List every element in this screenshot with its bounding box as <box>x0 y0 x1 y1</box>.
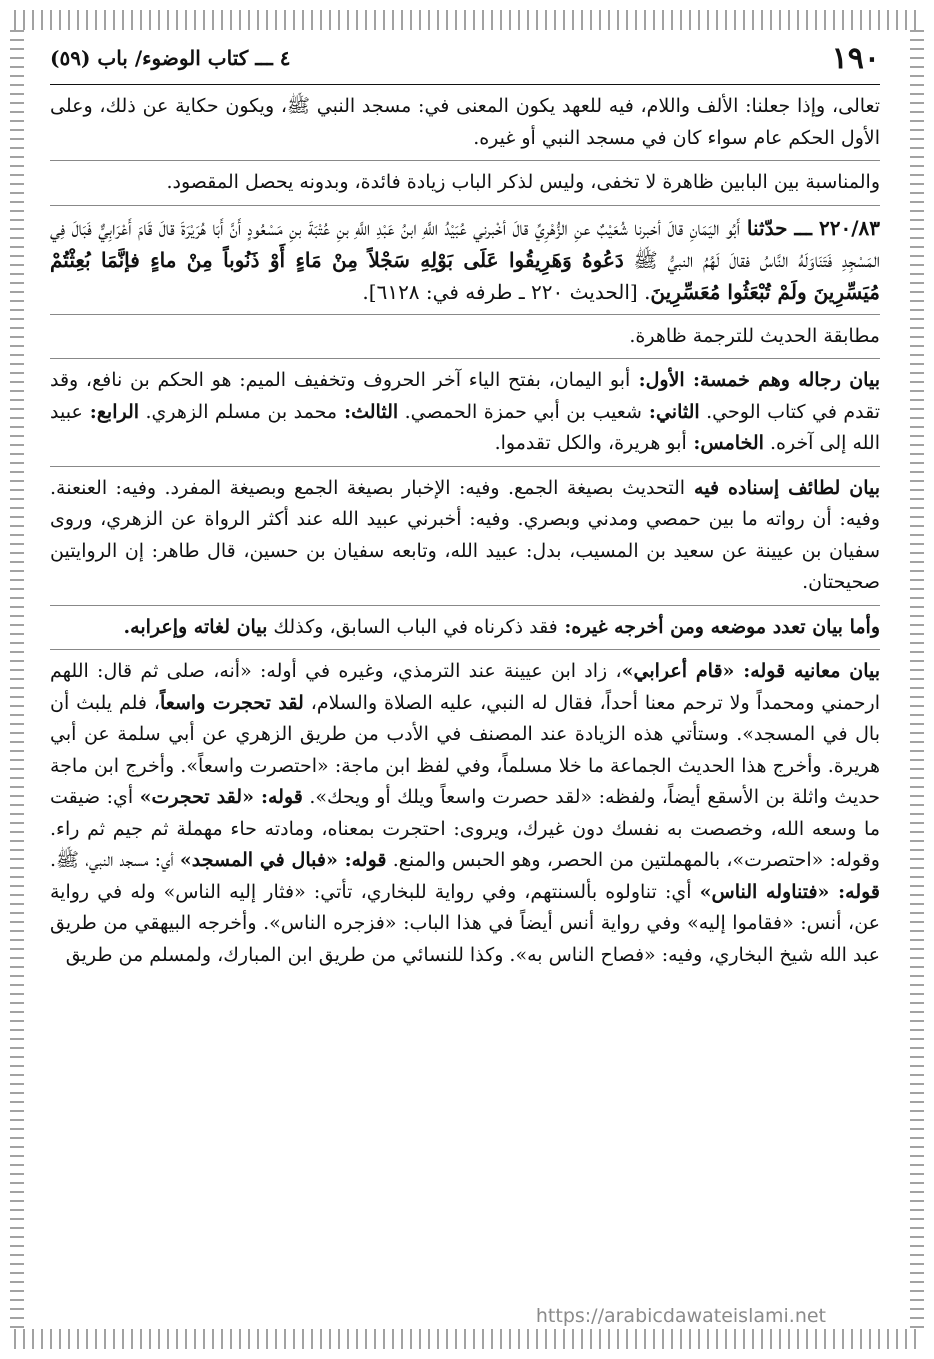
text-run: أَبُو اليَمَانِ قالَ أخبرنا شُعَيْبٌ عنِ الزُّهْرِيِّ قالَ أخْبرني عُبَيْدُ اللَّهِ ابنُ عَبْدِ اللَّهِ بنِ عُتْبَةَ بنِ مَسْعُودٍ أَنَّ أَبَا هُرَيْرَةَ قالَ قَامَ أَعْرَابِيٌّ فَبَالَ فِي المَسْجِدِ فَتَنَاوَلَهُ النَّاسُ فقالَ لَهُمُ النبيُّ ﷺ <box>50 215 881 272</box>
paragraph-p5 <box>50 359 880 467</box>
bold-text-run: بيان لطائف إسناده فيه <box>685 476 881 499</box>
paragraph-p1 <box>50 85 880 161</box>
bold-text-run: بيان لغاته وإعرابه. <box>123 615 268 638</box>
bold-text-run: الثالث: <box>337 400 399 423</box>
text-run: فقد ذكرناه في الباب السابق، وكذلك <box>267 615 558 638</box>
paragraph-p6 <box>50 467 880 606</box>
bold-text-run: لقد تحجرت واسعاً <box>160 691 304 714</box>
text-run: التحديث بصيغة الجمع. وفيه: الإخبار بصيغة الجمع وبصيغة المفرد. وفيه: العنعنة. وفيه: أن رواته ما بين حمصي ومدني وبصري. وفيه: أخبرني عبيد الله عند أكثر الرواة عن الزهري، وروى سفيان بن عيينة عن سعيد بن المسيب، بدل: عبيد الله، وتابعه سفيان بن حسين، قال طاهر: إن الروايتين صحيحتان. <box>50 476 880 593</box>
paragraph-p2 <box>50 161 880 206</box>
bold-text-run: الثاني: <box>641 400 700 423</box>
bold-text-run: قوله: «فبال في المسجد» <box>179 849 387 871</box>
text-run: محمد بن مسلم الزهري. <box>139 400 338 423</box>
bold-text-run: قوله: «فتناوله الناس» <box>699 880 881 903</box>
ornamental-border-bottom <box>14 1329 920 1349</box>
page-header <box>50 38 880 85</box>
watermark-url: https://arabicdawateislami.net <box>535 1305 826 1327</box>
running-head: ٤ ـــ كتاب الوضوء/ باب (٥٩) <box>50 46 291 70</box>
text-run: ، فلم يلبث أن بال في المسجد». وستأتي هذه الزيادة عند المصنف في الأدب من طريق الزهري عن أبي سلمة عن أبي هريرة. وأخرج هذا الحديث الجماعة ما خلا مسلماً، وفي لفظ ابن ماجة: «احتصرت واسعاً». وأخرج ابن ماجة حديث واثلة بن الأسقع أيضاً، ولفظه: «لقد حصرت واسعاً ويلك أو ويحك». <box>50 691 881 808</box>
ornamental-border-left <box>10 30 24 1329</box>
bold-text-run: ٢٢٠/٨٣ ـــ حدّثنا <box>739 215 880 240</box>
text-run: أي: تناولوه بألسنتهم، وفي رواية للبخاري، تأتي: «فثار إليه الناس» وله في رواية عن، أنس: «فقاموا إليه» وفي رواية أنس أيضاً في هذا الباب: «فزجره الناس». وأخرجه البيهقي من طريق عبد الله شيخ البخاري، وفيه: «فصاح الناس به». وكذا للنسائي من طريق ابن المبارك، ولمسلم من طريق <box>50 880 880 966</box>
body-text <box>50 85 880 977</box>
text-run: أبو اليمان، بفتح الياء آخر الحروف وتخفيف الميم: هو الحكم بن نافع، وقد تقدم في كتاب الوحي. <box>50 369 881 423</box>
paragraph-p3 <box>50 206 880 315</box>
bold-text-run: الأول: <box>630 369 685 391</box>
paragraph-p8 <box>50 650 880 977</box>
text-run: ، زاد ابن عيينة عند الترمذي، وغيره في أوله: «أنه، صلى ثم قال: اللهم ارحمني ومحمداً ولا ترحم معنا أحداً، فقال له النبي، عليه الصلاة والسلام، <box>50 660 881 714</box>
bold-text-run: الرابع: <box>82 400 140 423</box>
text-run: أبو هريرة، والكل تقدموا. <box>494 432 687 454</box>
text-run: . [الحديث ٢٢٠ ـ طرفه في: ٦١٢٨]. <box>362 279 651 304</box>
bold-text-run: قوله: «لقد تحجرت» <box>139 786 303 808</box>
paragraph-p4 <box>50 315 880 360</box>
text-run: أي: مسجد النبي، ﷺ. <box>50 849 180 871</box>
paragraph-p7 <box>50 606 880 651</box>
book-page <box>50 38 880 1308</box>
text-run: والمناسبة بين البابين ظاهرة لا تخفى، وليس لذكر الباب زيادة فائدة، وبدونه يحصل المقصود. <box>166 171 880 193</box>
bold-text-run: وأما بيان تعدد موضعه ومن أخرجه غيره: <box>557 615 880 638</box>
bold-text-run: بيان معانيه قوله: «قام أعرابي» <box>621 660 881 682</box>
bold-text-run: بيان رجاله وهم خمسة: <box>684 369 880 391</box>
bold-text-run: الخامس: <box>686 432 764 454</box>
ornamental-border-right <box>910 30 924 1329</box>
text-run: مطابقة الحديث للترجمة ظاهرة. <box>629 324 880 347</box>
text-run: تعالى، وإذا جعلنا: الألف واللام، فيه للعهد يكون المعنى في: مسجد النبي ﷺ، ويكون حكاية عن ذلك، وعلى الأول الحكم عام سواء كان في مسجد النبي أو غيره. <box>50 95 880 149</box>
ornamental-border-top <box>14 10 920 30</box>
bold-text-run: دَعُوهُ وَهَرِيقُوا عَلَى بَوْلِهِ سَجْلاً مِنْ مَاءٍ أَوْ ذَنُوباً مِنْ ماءٍ فإنَّمَا بُعِثْتُمْ مُيَسِّرِينَ ولَمْ تُبْعَثُوا مُعَسِّرِينَ <box>50 247 880 304</box>
text-run: شعيب بن أبي حمزة الحمصي. <box>398 400 642 423</box>
page-number: ١٩٠ <box>831 40 880 76</box>
text-run: أي: ضيقت ما وسعه الله، وخصصت به نفسك دون غيرك، ويروى: احتجرت بمعناه، ومادته حاء مهملة ثم جيم ثم راء. وقوله: «احتصرت»، بالمهملتين من الحصر، وهو الحبس والمنع. <box>50 786 880 871</box>
text-run: عبيد الله إلى آخره. <box>50 400 880 454</box>
